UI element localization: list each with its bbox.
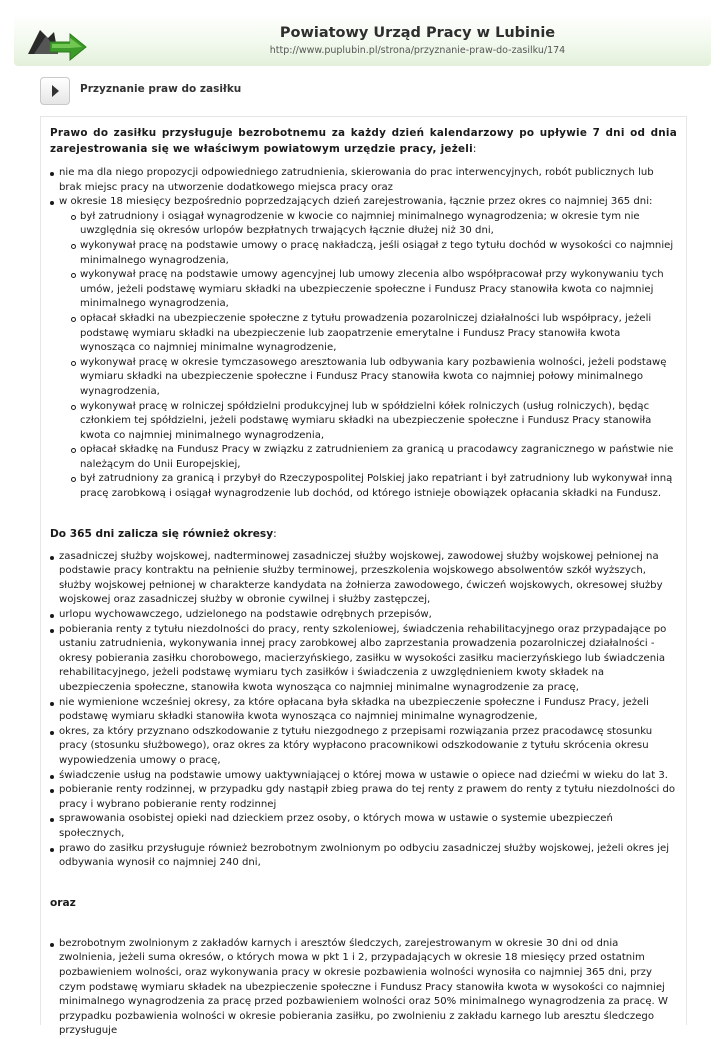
list-item-text: urlopu wychowawczego, udzielonego na podstawie odrębnych przepisów, (59, 609, 432, 621)
sub-list-item-text: był zatrudniony za granicą i przybył do Rzeczypospolitej Polskiej jako repatriant i był zatrudniony lub wykonywał inną pracę zarobkową i osiągał wynagrodzenie lub dochód, od którego istnieje obowiązek opłacania składki na Fundusz. (80, 473, 673, 500)
list-item-text: zasadniczej służby wojskowej, nadterminowej zasadniczej służby wojskowej, zawodowej służby wojskowej pełnionej na podstawie pracy kontraktu na pełnienie służby terminowej, przeszkolenia wojskowego absolwentów szkół wyższych, służby wojskowej pełnionej w charakterze kandydata na żołnierza zawodowego, ćwiczeń wojskowych, okresowej służby wojskowej oraz zasadniczej służby w obronie cywilnej i służby zastępczej, (59, 550, 663, 606)
circle-bullet-icon (71, 448, 76, 453)
page-title: Przyznanie praw do zasiłku (80, 83, 242, 95)
list-item-text: nie wymienione wcześniej okresy, za które opłacana była składka na ubezpieczenie społeczne i Fundusz Pracy, jeżeli podstawę wymiaru składki stanowiła kwota wynosząca co najmniej minimalne wynagrodzenie, (59, 696, 649, 723)
bullet-icon (50, 818, 54, 822)
list-item (50, 166, 677, 195)
section-365-title: Do 365 dni zalicza się również okresy (50, 527, 274, 540)
list-item-text: świadczenie usług na podstawie umowy uaktywniającej o której mowa w ustawie o opiece nad dziećmi w wieku do lat 3. (59, 769, 669, 781)
sub-list-item-text: wykonywał pracę w rolniczej spółdzielni produkcyjnej lub w spółdzielni kółek rolniczych (usług rolniczych), będąc członkiem tej spółdzielni, jeżeli podstawę wymiaru składki na ubezpieczenie społeczne i Fundusz Pracy stanowiła kwota co najmniej minimalnego wynagrodzenia, (80, 400, 652, 441)
sub-list-item (71, 239, 677, 268)
bullet-icon (50, 775, 54, 779)
intro-text: Prawo do zasiłku przysługuje bezrobotnemu za każdy dzień kalendarzowy po upływie 7 dni od dnia zarejestrowania się we właściwym powiatowym urzędzie pracy, jeżeli (50, 127, 677, 155)
sub-list-item-text: wykonywał pracę w okresie tymczasowego aresztowania lub odbywania kary pozbawienia wolności, jeżeli podstawę wymiaru składki na ubezpieczenie społeczne i Fundusz Pracy stanowiła kwota co najmniej połowy minimalnego wynagrodzenia, (80, 356, 667, 397)
list-item (50, 769, 677, 784)
oraz-heading: oraz (50, 896, 76, 909)
list-item (50, 812, 677, 841)
bullet-icon (50, 731, 54, 735)
intro-colon: : (472, 143, 477, 155)
bullet-icon (50, 848, 54, 852)
sub-list-item (71, 443, 677, 472)
periods-list (50, 550, 677, 871)
sub-list-item (71, 400, 677, 444)
site-title[interactable]: Powiatowy Urząd Pracy w Lubinie (279, 25, 556, 41)
sub-list-item-text: opłacał składki na ubezpieczenie społeczne z tytułu prowadzenia pozarolniczej działalności lub współpracy, jeżeli podstawę wymiaru składki na ubezpieczenie lub zaopatrzenie emerytalne i Fundusz Pracy stanowiła kwota wynosząca co najmniej minimalne wynagrodzenie, (80, 312, 652, 354)
sub-list-item (71, 472, 677, 501)
list-item-text: nie ma dla niego propozycji odpowiedniego zatrudnienia, skierowania do prac interwencyjnych, robót publicznych lub brak miejsc pracy na utworzenie dodatkowego miejsca pracy oraz (59, 167, 654, 193)
list-item (50, 696, 677, 725)
oraz-list (50, 937, 677, 1039)
article-content (40, 116, 687, 1037)
circle-bullet-icon (71, 244, 76, 249)
sub-list-item (71, 268, 677, 312)
circle-bullet-icon (71, 215, 76, 220)
circle-bullet-icon (71, 477, 76, 482)
sub-conditions-list (71, 210, 677, 502)
list-item (50, 842, 677, 871)
list-item (50, 937, 677, 1039)
bullet-icon (50, 629, 54, 633)
list-item (50, 608, 677, 623)
bullet-icon (50, 789, 54, 793)
sub-list-item-text: był zatrudniony i osiągał wynagrodzenie w kwocie co najmniej minimalnego wynagrodzenia; w okresie tym nie uwzględnia się okresów urlopów bezpłatnych trwających łącznie dłużej niż 30 dni, (80, 210, 640, 237)
section-365-colon: : (273, 527, 277, 540)
list-item-text: okres, za który przyznano odszkodowanie z tytułu niezgodnego z przepisami rozwiązania przez pracodawcę stosunku pracy (stosunku służbowego), oraz okres za który wypłacono pracownikowi odszkodowanie z tytułu skrócenia okresu wypowiedzenia umowy o pracę, (59, 725, 653, 766)
sub-list-item-text: wykonywał pracę na podstawie umowy o pracę nakładczą, jeśli osiągał z tego tytułu dochód w wysokości co najmniej minimalnego wynagrodzenia, (80, 239, 674, 266)
bullet-icon (50, 556, 54, 560)
list-item-text: pobieranie renty rodzinnej, w przypadku gdy nastąpił zbieg prawa do tej renty z prawem do renty z tytułu niezdolności do pracy i wybrano pobieranie renty rodzinnej (59, 784, 676, 810)
bullet-icon (50, 702, 54, 706)
sub-list-item-text: wykonywał pracę na podstawie umowy agencyjnej lub umowy zlecenia albo współpracował przy wykonywaniu tych umów, jeżeli podstawę wymiaru składki na ubezpieczenie społeczne i Fundusz Pracy stanowiła kwota co najmniej minimalnego wynagrodzenia, (80, 269, 664, 310)
sub-list-item (71, 312, 677, 356)
list-item (50, 623, 677, 696)
circle-bullet-icon (71, 317, 76, 322)
list-item-text: w okresie 18 miesięcy bezpośrednio poprzedzających dzień zarejestrowania, łącznie przez okres co najmniej 365 dni: (59, 196, 653, 208)
list-item (50, 783, 677, 812)
sub-list-item (71, 356, 677, 400)
list-item (50, 195, 677, 501)
site-header (14, 14, 711, 66)
bullet-icon (50, 172, 54, 176)
list-item-text: sprawowania osobistej opieki nad dzieckiem przez osoby, o których mowa w ustawie o systemie ubezpieczeń społecznych, (59, 813, 613, 839)
bullet-icon (50, 943, 54, 947)
list-item-text: bezrobotnym zwolnionym z zakładów karnych i aresztów śledczych, zarejestrowanym w okresie 30 dni od dnia zwolnienia, jeżeli suma okresów, o których mowa w pkt 1 i 2, przypadających w okresie 18 miesięcy przed ostatnim pozbawieniem wolności, oraz wykonywania pracy w okresie pozbawienia wolności wynosiła co najmniej 365 dni, przy czym podstawę wymiaru składek na ubezpieczenie społeczne i Fundusz Pracy stanowiła kwota w wysokości co najmniej minimalnego wynagrodzenia za pracę przed pozbawieniem wolności oraz 50% minimalnego wynagrodzenia za pracę. W przypadku pozbawienia wolności w okresie pobierania zasiłku, po zwolnieniu z zakładu karnego lub aresztu śledczego przysługuje (59, 937, 668, 1037)
sub-list-item-text: opłacał składkę na Fundusz Pracy w związku z zatrudnieniem za granicą u pracodawcy zagranicznego w państwie nie należącym do Unii Europejskiej, (80, 444, 674, 470)
page-url[interactable]: http://www.puplubin.pl/strona/przyznanie-praw-do-zasilku/174 (269, 45, 566, 56)
list-item-text: pobierania renty z tytułu niezdolności do pracy, renty szkoleniowej, świadczenia rehabilitacyjnego oraz przypadające po ustaniu zatrudnienia, wykonywania innej pracy zarobkowej albo zaprzestania prowadzenia pozarolniczej działalności - okresy pobierania zasiłku chorobowego, macierzyńskiego, zasiłku w wysokości zasiłku macierzyńskiego lub świadczenia rehabilitacyjnego, jeżeli podstawę wymiaru tych zasiłków i świadczenia z uwzględnieniem kwoty składek na ubezpieczenia społeczne, stanowiła kwota wynosząca co najmniej minimalne wynagrodzenie za pracę, (59, 623, 667, 693)
bullet-icon (50, 201, 54, 205)
list-item (50, 550, 677, 608)
section-365-heading (50, 526, 677, 542)
arrow-right-icon (40, 77, 70, 105)
list-item-text: prawo do zasiłku przysługuje również bezrobotnym zwolnionym po odbyciu zasadniczej służby wojskowej, jeżeli okres jej odbywania wynosił co najmniej 240 dni, (59, 842, 670, 869)
circle-bullet-icon (71, 273, 76, 278)
bullet-icon (50, 614, 54, 618)
circle-bullet-icon (71, 405, 76, 410)
conditions-list (50, 166, 677, 502)
page-heading-bar (40, 77, 680, 105)
list-item (50, 725, 677, 769)
intro-paragraph (50, 125, 677, 157)
sub-list-item (71, 210, 677, 239)
circle-bullet-icon (71, 361, 76, 366)
